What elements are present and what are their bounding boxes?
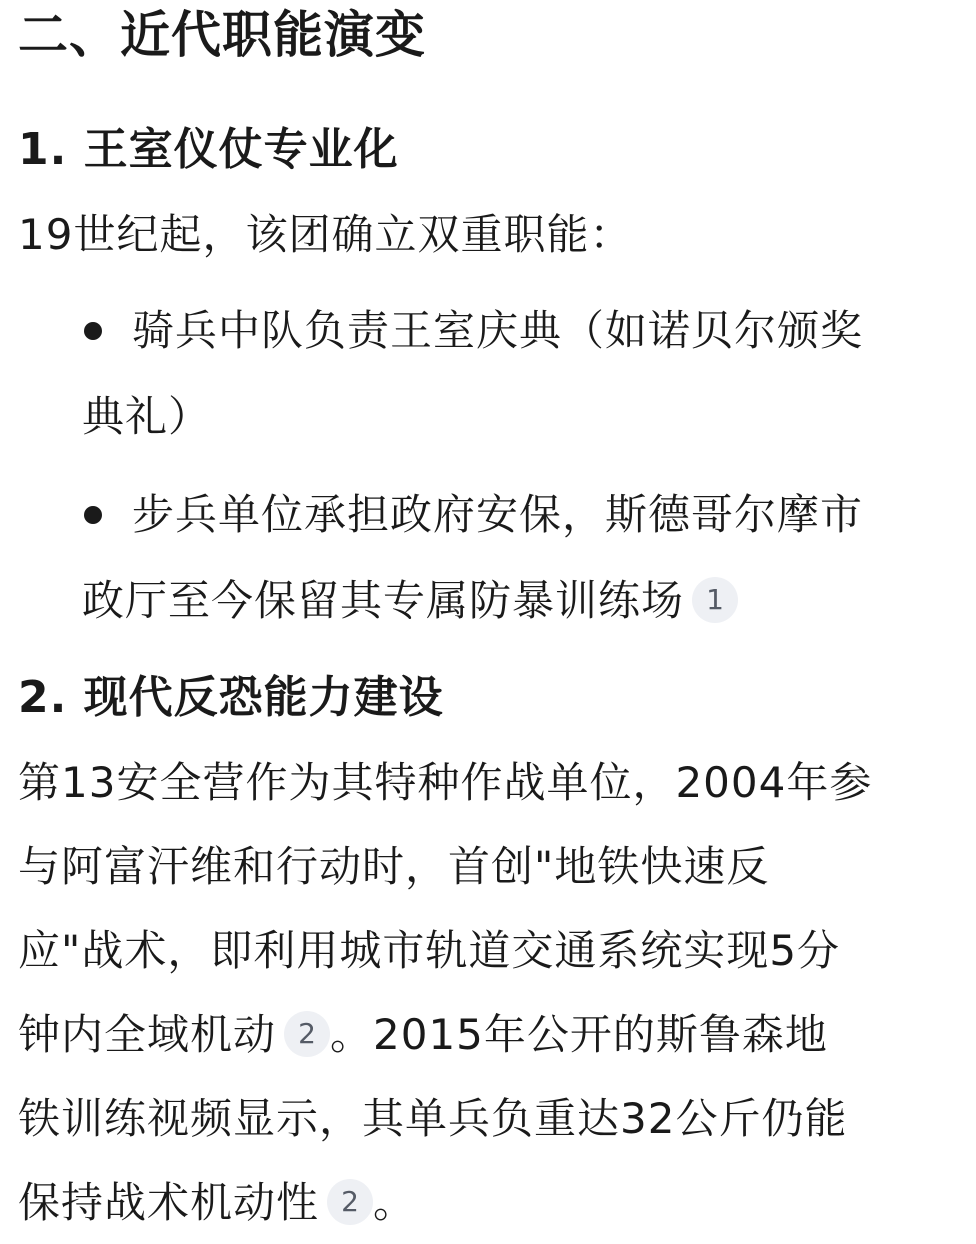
- citation-badge[interactable]: 2: [327, 1179, 373, 1225]
- citation-badge[interactable]: 1: [692, 577, 738, 623]
- subsection-heading-2: 2. 现代反恐能力建设: [18, 672, 444, 723]
- section-title: 二、近代职能演变: [18, 6, 426, 64]
- paragraph-text: 钟内全域机动: [18, 1010, 277, 1059]
- intro-paragraph: 19世纪起，该团确立双重职能：: [18, 210, 633, 259]
- bullet-line-with-citation: [82, 576, 738, 627]
- paragraph-line-with-citation: [18, 1010, 828, 1061]
- bullet-dot-icon: [84, 322, 102, 340]
- paragraph-line-with-citation: [18, 1178, 417, 1229]
- bullet-dot-icon: [84, 506, 102, 524]
- paragraph-line: 与阿富汗维和行动时，首创"地铁快速反: [18, 842, 770, 891]
- bullet-line: 典礼）: [82, 392, 212, 441]
- subsection-heading-1: 1. 王室仪仗专业化: [18, 124, 399, 175]
- bullet-line-text: 政厅至今保留其专属防暴训练场: [82, 576, 685, 625]
- paragraph-text: 。: [373, 1178, 417, 1227]
- paragraph-line: 铁训练视频显示，其单兵负重达32公斤仍能: [18, 1094, 848, 1143]
- paragraph-text: 保持战术机动性: [18, 1178, 320, 1227]
- bullet-line: 骑兵中队负责王室庆典（如诺贝尔颁奖: [132, 306, 864, 355]
- paragraph-line: 应"战术，即利用城市轨道交通系统实现5分: [18, 926, 841, 975]
- paragraph-line: 第13安全营作为其特种作战单位，2004年参: [18, 758, 873, 807]
- bullet-line: 步兵单位承担政府安保，斯德哥尔摩市: [132, 490, 864, 539]
- citation-badge[interactable]: 2: [284, 1011, 330, 1057]
- paragraph-text: 。2015年公开的斯鲁森地: [330, 1010, 828, 1059]
